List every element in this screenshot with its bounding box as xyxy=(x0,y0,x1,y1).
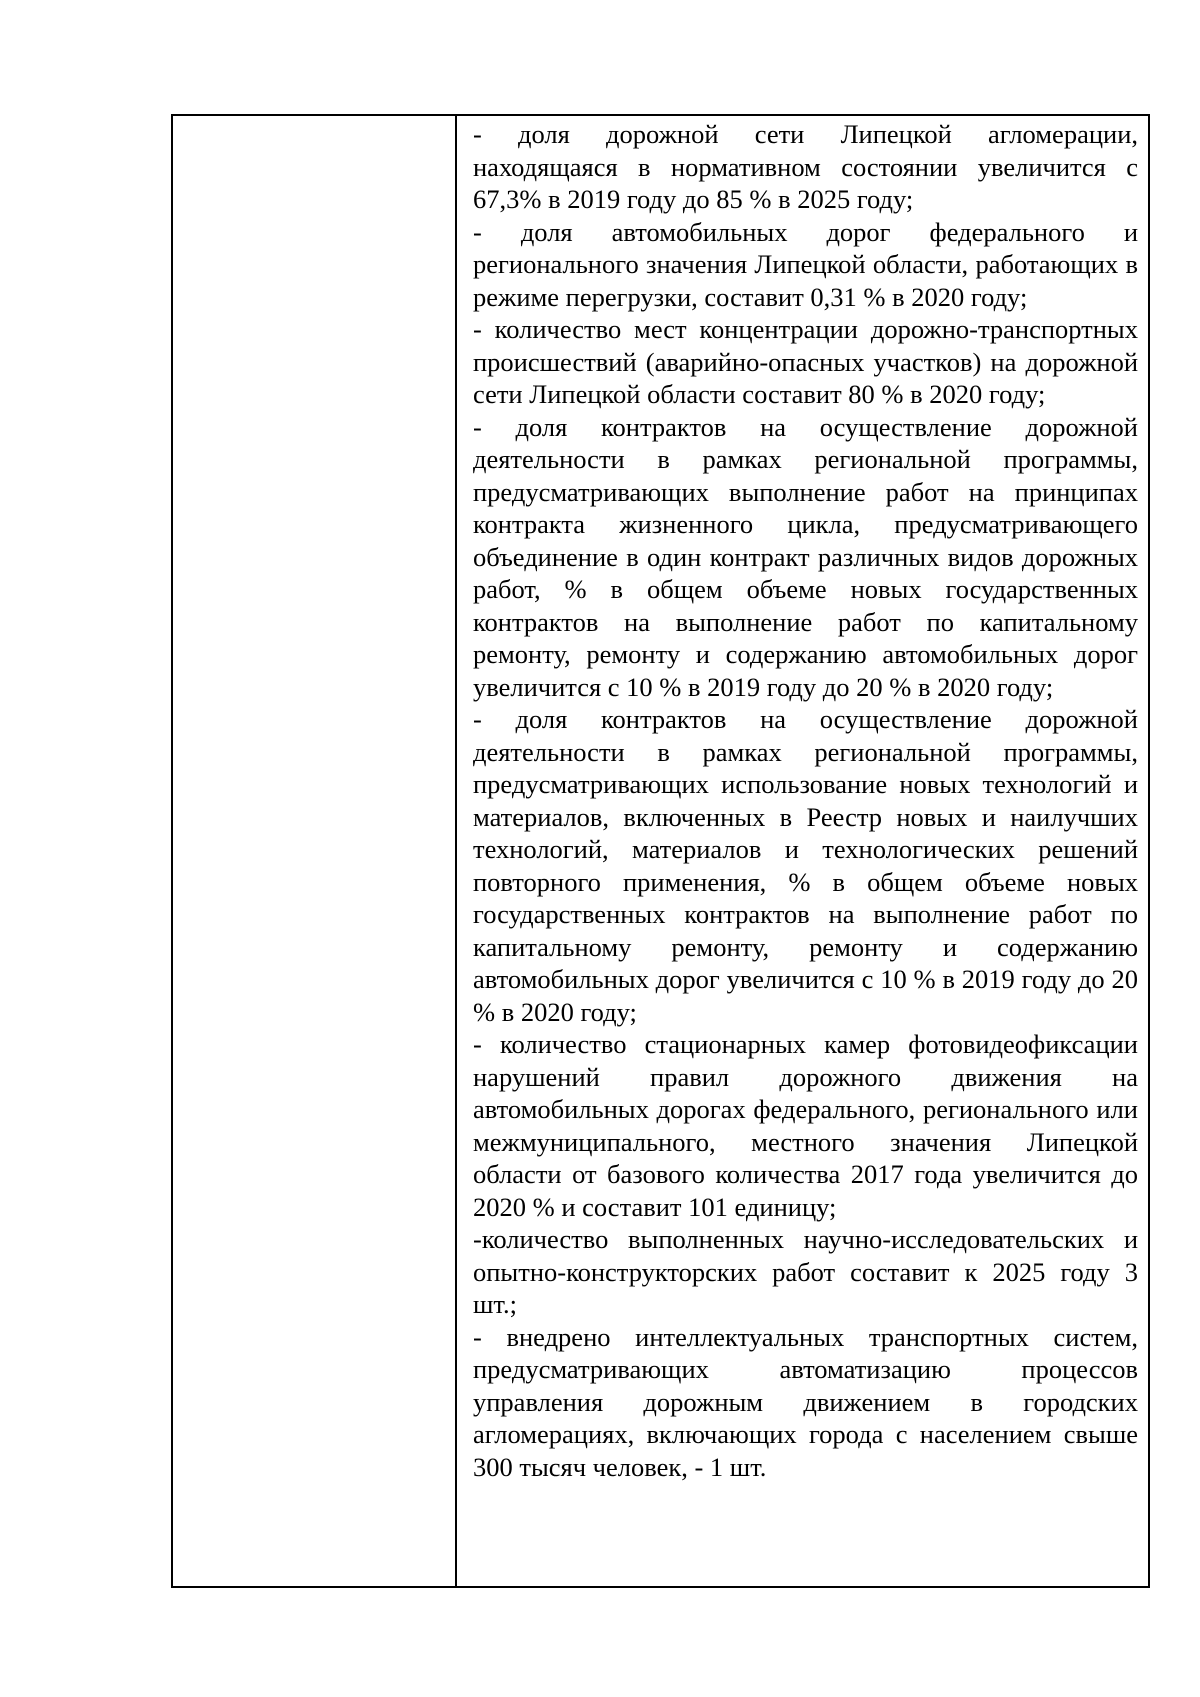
table-right-cell xyxy=(457,116,1148,1586)
indicator-paragraph-new-technologies: - доля контрактов на осуществление дорожной деятельности в рамках региональной программы, предусматривающих использование новых технологий и материалов, включенных в Реестр новых и наилучших технологий, материалов и технологических решений повторного применения, % в общем объеме новых государственных контрактов на выполнение работ по капитальному ремонту, ремонту и содержанию автомобильных дорог увеличится с 10 % в 2019 году до 20 % в 2020 году; xyxy=(473,704,1138,1027)
indicator-paragraph-traffic-cameras: - количество стационарных камер фотовидеофиксации нарушений правил дорожного движения на автомобильных дорогах федерального, регионального или межмуниципального, местного значения Липецкой области от базового количества 2017 года увеличится до 2020 % и составит 101 единицу; xyxy=(473,1029,1138,1222)
indicator-paragraph-accident-spots: - количество мест концентрации дорожно-транспортных происшествий (аварийно-опасных участков) на дорожной сети Липецкой области составит 80 % в 2020 году; xyxy=(473,314,1138,409)
indicator-paragraph-road-network-share: - доля дорожной сети Липецкой агломерации, находящаяся в нормативном состоянии увеличится с 67,3% в 2019 году до 85 % в 2025 году; xyxy=(473,119,1138,214)
indicator-paragraph-lifecycle-contracts: - доля контрактов на осуществление дорожной деятельности в рамках региональной программы, предусматривающих выполнение работ на принципах контракта жизненного цикла, предусматривающего объединение в один контракт различных видов дорожных работ, % в общем объеме новых государственных контрактов на выполнение работ по капитальному ремонту, ремонту и содержанию автомобильных дорог увеличится с 10 % в 2019 году до 20 % в 2020 году; xyxy=(473,411,1138,702)
indicator-paragraph-intelligent-transport: - внедрено интеллектуальных транспортных систем, предусматривающих автоматизацию процессов управления дорожным движением в городских агломерациях, включающих города с населением свыше 300 тысяч человек, - 1 шт. xyxy=(473,1321,1138,1482)
indicators-table xyxy=(171,114,1150,1588)
table-left-cell xyxy=(173,116,457,1586)
indicator-paragraph-research-works: -количество выполненных научно-исследовательских и опытно-конструкторских работ составит к 2025 году 3 шт.; xyxy=(473,1224,1138,1319)
indicator-paragraph-overloaded-roads: - доля автомобильных дорог федерального и регионального значения Липецкой области, работающих в режиме перегрузки, составит 0,31 % в 2020 году; xyxy=(473,216,1138,312)
